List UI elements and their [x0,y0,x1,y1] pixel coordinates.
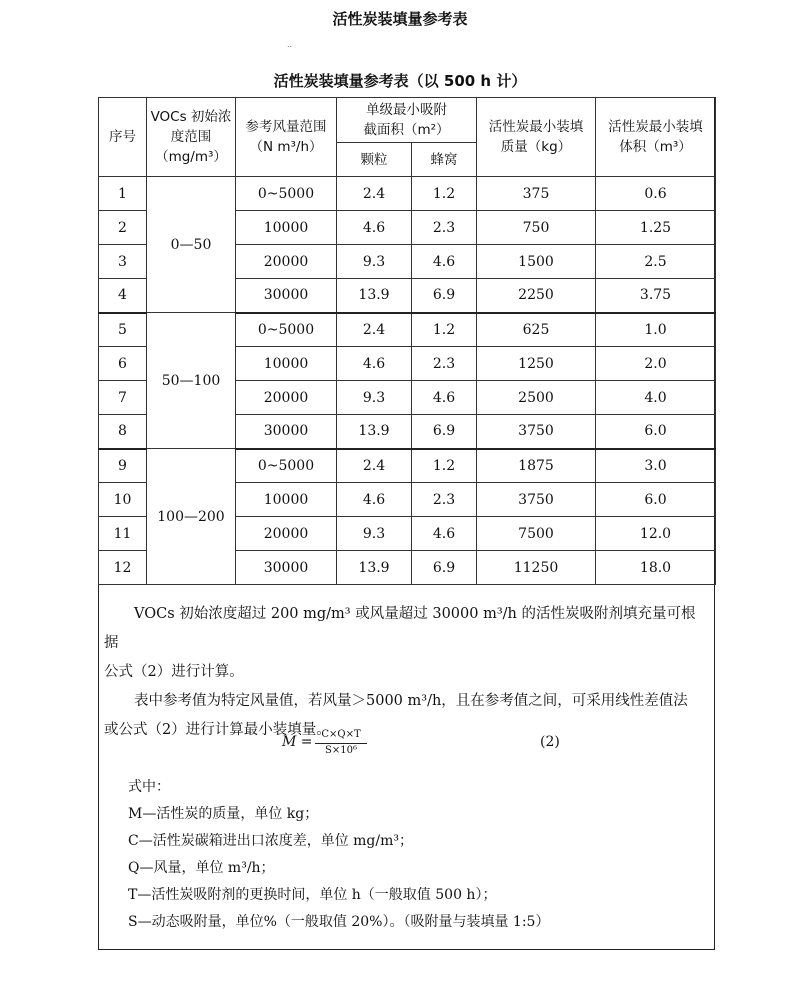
cell-flow: 0~5000 [236,313,337,347]
cell-mass: 2250 [477,279,596,313]
header-index: 序号 [99,98,147,177]
cell-honeycomb: 2.3 [412,483,477,517]
cell-no: 12 [99,551,147,585]
cell-no: 10 [99,483,147,517]
header-adsorption-area: 单级最小吸附 截面积（m²） [337,98,477,143]
formula-lhs: M = [282,734,313,750]
cell-volume: 12.0 [596,517,716,551]
cell-honeycomb: 1.2 [412,177,477,211]
cell-granule: 2.4 [337,449,412,483]
cell-honeycomb: 6.9 [412,415,477,449]
fill-reference-table [98,97,716,585]
cell-flow: 20000 [236,517,337,551]
formula-number: (2) [540,734,560,750]
cell-volume: 6.0 [596,415,716,449]
cell-honeycomb: 4.6 [412,517,477,551]
cell-no: 8 [99,415,147,449]
cell-granule: 13.9 [337,415,412,449]
cell-granule: 9.3 [337,245,412,279]
cell-vocs-range: 0—50 [147,177,236,313]
cell-no: 5 [99,313,147,347]
cell-mass: 1500 [477,245,596,279]
legend-item-t: T—活性炭吸附剂的更换时间，单位 h（一般取值 500 h）； [128,887,497,903]
cell-no: 1 [99,177,147,211]
cell-granule: 13.9 [337,279,412,313]
legend-heading: 式中： [128,779,170,795]
header-min-volume: 活性炭最小装填 体积（m³） [596,98,716,177]
cell-mass: 7500 [477,517,596,551]
legend-item-m: M—活性炭的质量，单位 kg； [128,806,319,822]
cell-flow: 30000 [236,551,337,585]
cell-volume: 18.0 [596,551,716,585]
cell-honeycomb: 6.9 [412,551,477,585]
cell-granule: 4.6 [337,347,412,381]
cell-volume: 1.25 [596,211,716,245]
cell-no: 6 [99,347,147,381]
cell-volume: 2.0 [596,347,716,381]
cell-flow: 0~5000 [236,177,337,211]
formula-numerator: C×Q×T [315,728,367,744]
header-airflow-range: 参考风量范围 （N m³/h） [236,98,337,177]
cell-mass: 1875 [477,449,596,483]
note-para-2-line-2: 或公式（2）进行计算最小装填量。 [104,722,331,738]
cell-volume: 3.0 [596,449,716,483]
cell-honeycomb: 2.3 [412,211,477,245]
cell-volume: 1.0 [596,313,716,347]
cell-vocs-range: 50—100 [147,313,236,449]
cell-honeycomb: 4.6 [412,381,477,415]
note-para-1-line-1: VOCs 初始浓度超过 200 mg/m³ 或风量超过 30000 m³/h 的活性炭吸附剂填充量可根据 [104,606,696,651]
cell-flow: 30000 [236,415,337,449]
cell-honeycomb: 6.9 [412,279,477,313]
note-para-1-line-2: 公式（2）进行计算。 [104,664,244,680]
table-row [99,177,716,211]
cell-volume: 4.0 [596,381,716,415]
document-title: 活性炭装填量参考表 [332,10,468,28]
cell-no: 2 [99,211,147,245]
cell-flow: 20000 [236,381,337,415]
cell-granule: 4.6 [337,483,412,517]
cell-honeycomb: 1.2 [412,449,477,483]
cell-volume: 2.5 [596,245,716,279]
variable-legend [128,774,688,936]
formula-2 [282,728,582,760]
cell-flow: 10000 [236,483,337,517]
notes-section [104,600,708,745]
cell-mass: 750 [477,211,596,245]
header-granule: 颗粒 [337,143,412,177]
cell-volume: 0.6 [596,177,716,211]
legend-item-q: Q—风量，单位 m³/h； [128,860,275,876]
cell-flow: 10000 [236,347,337,381]
small-mark: .. [287,40,293,49]
cell-honeycomb: 4.6 [412,245,477,279]
table-title: 活性炭装填量参考表（以 500 h 计） [273,72,527,90]
cell-no: 3 [99,245,147,279]
cell-granule: 2.4 [337,313,412,347]
cell-flow: 30000 [236,279,337,313]
cell-mass: 2500 [477,381,596,415]
cell-granule: 2.4 [337,177,412,211]
cell-no: 7 [99,381,147,415]
cell-honeycomb: 2.3 [412,347,477,381]
header-min-mass: 活性炭最小装填 质量（kg） [477,98,596,177]
cell-granule: 9.3 [337,517,412,551]
cell-vocs-range: 100—200 [147,449,236,585]
cell-mass: 375 [477,177,596,211]
cell-mass: 3750 [477,415,596,449]
cell-no: 11 [99,517,147,551]
cell-granule: 9.3 [337,381,412,415]
formula-fraction [315,728,367,758]
cell-no: 9 [99,449,147,483]
cell-honeycomb: 1.2 [412,313,477,347]
legend-item-s: S—动态吸附量，单位%（一般取值 20%）。（吸附量与装填量 1:5） [128,914,550,930]
cell-volume: 6.0 [596,483,716,517]
cell-mass: 625 [477,313,596,347]
table-row [99,313,716,347]
header-honeycomb: 蜂窝 [412,143,477,177]
cell-flow: 0~5000 [236,449,337,483]
cell-granule: 4.6 [337,211,412,245]
cell-flow: 20000 [236,245,337,279]
formula-denominator: S×10⁶ [325,745,357,756]
cell-no: 4 [99,279,147,313]
table-row [99,449,716,483]
cell-mass: 3750 [477,483,596,517]
cell-mass: 11250 [477,551,596,585]
cell-flow: 10000 [236,211,337,245]
cell-mass: 1250 [477,347,596,381]
cell-volume: 3.75 [596,279,716,313]
header-vocs-range: VOCs 初始浓 度范围 （mg/m³） [147,98,236,177]
cell-granule: 13.9 [337,551,412,585]
note-para-2-line-1: 表中参考值为特定风量值，若风量＞5000 m³/h，且在参考值之间，可采用线性差值法 [134,693,688,709]
legend-item-c: C—活性炭碳箱进出口浓度差，单位 mg/m³； [128,833,414,849]
